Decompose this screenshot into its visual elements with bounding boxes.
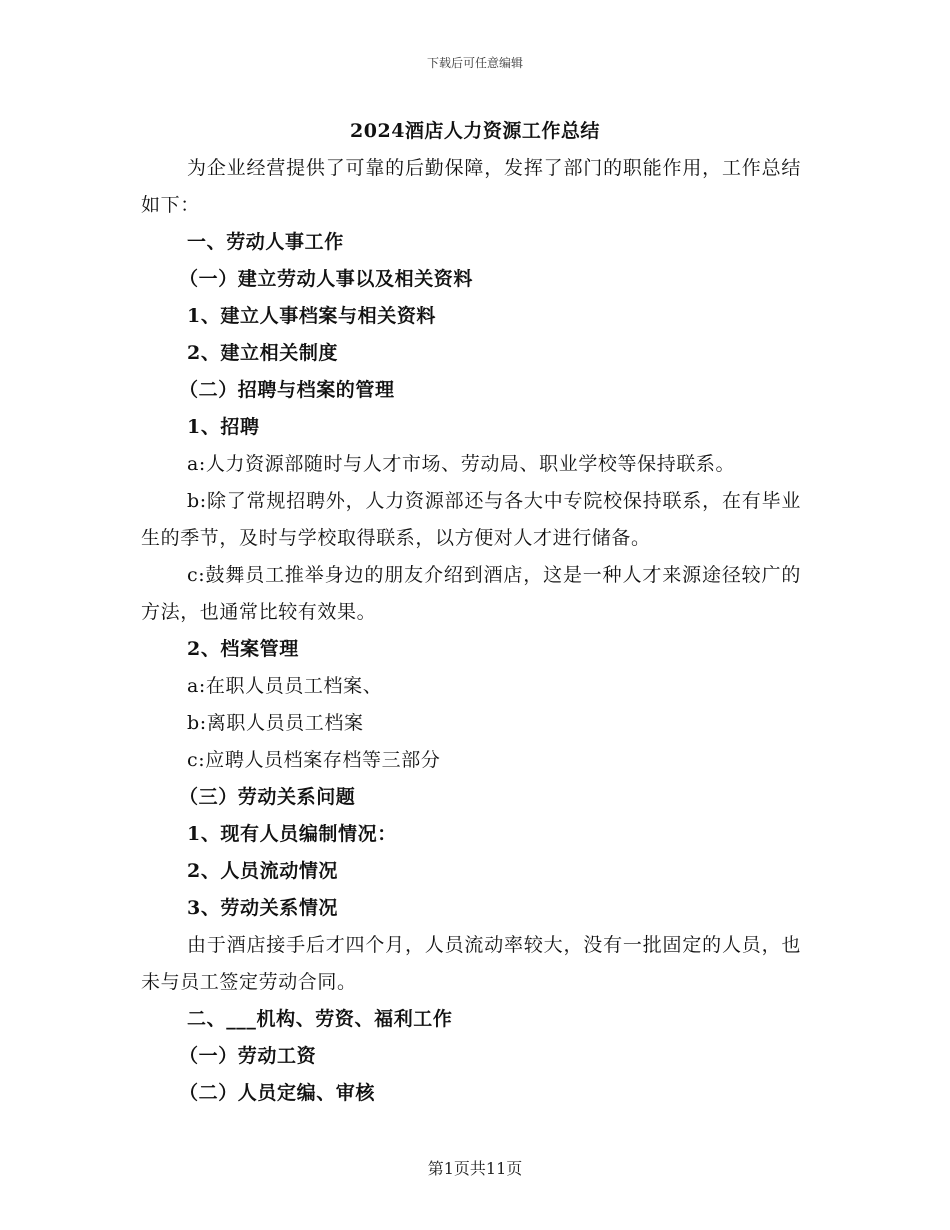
body-paragraph: c:应聘人员档案存档等三部分 bbox=[187, 749, 441, 771]
item-heading: 1、建立人事档案与相关资料 bbox=[187, 305, 437, 327]
page-number: 第1页共11页 bbox=[427, 1159, 523, 1178]
item-heading: 1、现有人员编制情况： bbox=[187, 823, 397, 845]
subsection-heading: （三）劳动关系问题 bbox=[179, 786, 356, 808]
body-paragraph: b:离职人员员工档案 bbox=[187, 712, 364, 734]
section-heading: 二、___机构、劳资、福利工作 bbox=[187, 1008, 453, 1030]
body-paragraph: a:人力资源部随时与人才市场、劳动局、职业学校等保持联系。 bbox=[187, 453, 736, 475]
intro-paragraph: 为企业经营提供了可靠的后勤保障，发挥了部门的职能作用，工作总结如下： bbox=[141, 157, 801, 216]
header-note: 下载后可任意编辑 bbox=[426, 56, 523, 70]
item-heading: 2、建立相关制度 bbox=[187, 342, 339, 364]
subsection-heading: （一）劳动工资 bbox=[179, 1045, 317, 1067]
item-heading: 3、劳动关系情况 bbox=[187, 897, 339, 919]
subsection-heading: （二）人员定编、审核 bbox=[179, 1082, 376, 1104]
subsection-heading: （二）招聘与档案的管理 bbox=[179, 379, 395, 401]
body-paragraph: 由于酒店接手后才四个月，人员流动率较大，没有一批固定的人员，也未与员工签定劳动合同。 bbox=[141, 934, 801, 993]
item-heading: 2、档案管理 bbox=[187, 638, 299, 660]
body-paragraph: a:在职人员员工档案、 bbox=[187, 675, 383, 697]
document-title: 2024酒店人力资源工作总结 bbox=[350, 120, 600, 142]
body-paragraph: c:鼓舞员工推举身边的朋友介绍到酒店，这是一种人才来源途径较广的方法，也通常比较有效果。 bbox=[141, 564, 801, 623]
item-heading: 1、招聘 bbox=[187, 416, 260, 438]
section-heading: 一、劳动人事工作 bbox=[187, 231, 344, 253]
body-paragraph: b:除了常规招聘外，人力资源部还与各大中专院校保持联系，在有毕业生的季节，及时与学校取得联系，以方便对人才进行储备。 bbox=[141, 490, 801, 549]
document-body bbox=[141, 150, 801, 1112]
subsection-heading: （一）建立劳动人事以及相关资料 bbox=[179, 268, 474, 290]
item-heading: 2、人员流动情况 bbox=[187, 860, 339, 882]
